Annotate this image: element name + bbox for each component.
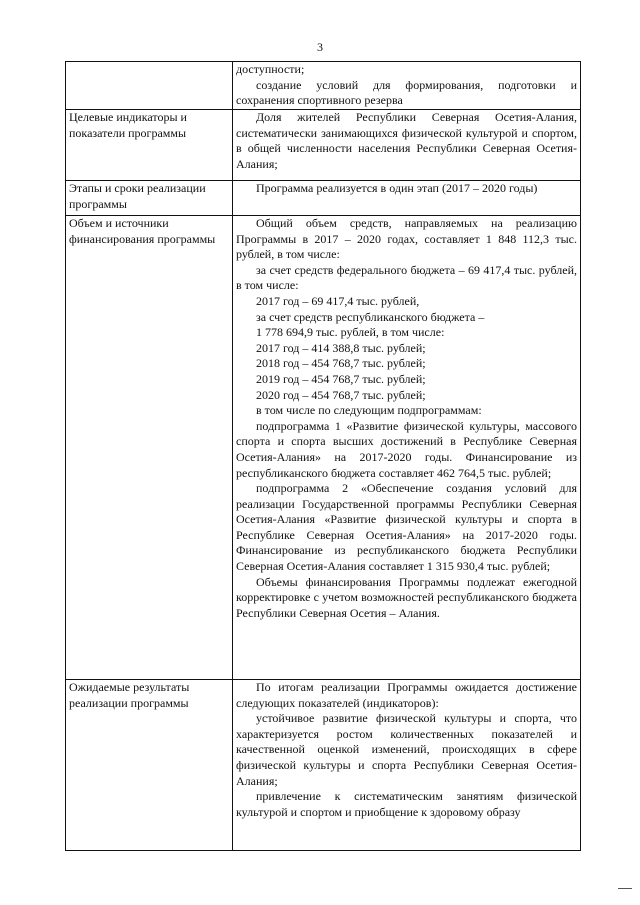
paragraph: 2018 год – 454 768,7 тыс. рублей;: [256, 356, 426, 371]
paragraph: По итогам реализации Программы ожидается достижение следующих показателей (индикаторов):: [236, 680, 577, 710]
paragraph: Объемы финансирования Программы подлежат ежегодной корректировке с учетом возможностей республиканского бюджета Республики Северная Осетия – Алания.: [236, 574, 577, 620]
paragraph: 1 778 694,9 тыс. рублей, в том числе:: [256, 325, 445, 340]
page-number: 3: [317, 40, 323, 54]
row-label: Объем и источники финансирования программы: [66, 216, 233, 680]
paragraph: привлечение к систематическим занятиям физической культурой и спортом и приобщение к здоровому образу: [236, 789, 577, 819]
paragraph: в том числе по следующим подпрограммам:: [256, 403, 482, 418]
program-passport-table: [65, 61, 581, 851]
table-row: [66, 110, 581, 181]
row-content: [233, 62, 581, 110]
paragraph: 2020 год – 454 768,7 тыс. рублей;: [256, 387, 426, 402]
row-content: [233, 680, 581, 851]
paragraph: Общий объем средств, направляемых на реализацию Программы в 2017 – 2020 годах, составляет 1 848 112,3 тыс. рублей, в том числе:: [236, 216, 577, 262]
row-content: [233, 216, 581, 680]
paragraph: доступности;: [236, 62, 305, 76]
paragraph: за счет средств федерального бюджета – 69 417,4 тыс. рублей, в том числе:: [236, 262, 577, 293]
paragraph: 2017 год – 414 388,8 тыс. рублей;: [256, 340, 426, 355]
row-label: Ожидаемые результаты реализации программы: [66, 680, 233, 851]
paragraph: 2019 год – 454 768,7 тыс. рублей;: [256, 371, 426, 386]
paragraph: за счет средств республиканского бюджета –: [256, 309, 485, 324]
paragraph: 2017 год – 69 417,4 тыс. рублей,: [256, 293, 420, 308]
paragraph: устойчивое развитие физической культуры и спорта, что характеризуется ростом количественных показателей и качественной оценкой изменений, происходящих в сфере физической культуры и спорта Республики Северная Осетия-Алания;: [236, 711, 577, 788]
table-row: [66, 181, 581, 216]
row-content: [233, 181, 581, 216]
table-row: [66, 216, 581, 680]
row-label: Целевые индикаторы и показатели программы: [66, 110, 233, 181]
paragraph: подпрограмма 1 «Развитие физической культуры, массового спорта и спорта высших достижений в Республике Северная Осетия-Алания» на 2017-2020 годы. Финансирование из республиканского бюджета составляет 462 764,5 тыс. рублей;: [236, 418, 577, 480]
page-edge-mark: [618, 888, 632, 889]
paragraph: Программа реализуется в один этап (2017 – 2020 годы): [256, 181, 538, 195]
paragraph: создание условий для формирования, подготовки и сохранения спортивного резерва: [236, 77, 577, 108]
row-label: Этапы и сроки реализации программы: [66, 181, 233, 216]
table-row: [66, 680, 581, 851]
row-content: [233, 110, 581, 181]
paragraph: подпрограмма 2 «Обеспечение создания условий для реализации Государственной программы Республики Северная Осетия-Алания «Развитие физической культуры и спорта в Республике Северная Осетия-Алания» на 2017-2020 годы. Финансирование из республиканского бюджета Республики Северная Осетия-Алания составляет 1 315 930,4 тыс. рублей;: [236, 481, 577, 574]
table-row: [66, 62, 581, 110]
paragraph: Доля жителей Республики Северная Осетия-Алания, систематически занимающихся физической культурой и спортом, в общей численности населения Республики Северная Осетия-Алания;: [236, 110, 577, 171]
row-label: [66, 62, 233, 110]
